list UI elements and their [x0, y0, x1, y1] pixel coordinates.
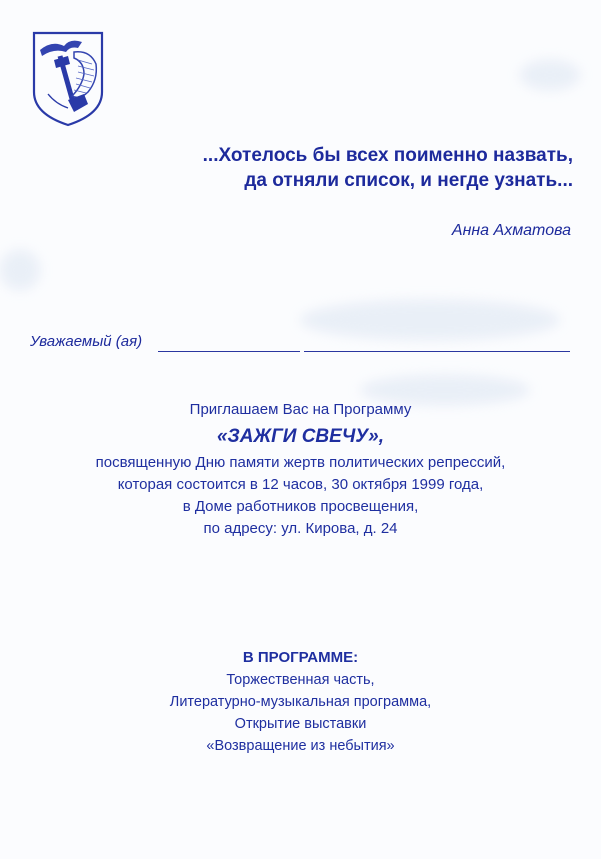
paper-smudge — [300, 300, 560, 340]
invitation-intro: Приглашаем Вас на Программу — [189, 401, 412, 418]
addressee-blank-line — [158, 351, 300, 352]
program-item: «Возвращение из небытия» — [206, 738, 395, 754]
epigraph-quote — [203, 143, 573, 193]
quote-line: ...Хотелось бы всех поименно назвать, — [202, 145, 573, 166]
program-heading: В ПРОГРАММЕ: — [242, 649, 359, 666]
program-block — [0, 647, 601, 757]
quote-line: да отняли список, и негде узнать... — [244, 170, 573, 191]
invitation-line: по адресу: ул. Кирова, д. 24 — [203, 520, 398, 537]
invitation-line: в Доме работников просвещения, — [182, 498, 419, 515]
paper-smudge — [520, 60, 580, 90]
invitation-line: которая состоится в 12 часов, 30 октября 1999 года, — [117, 476, 484, 493]
quote-author: Анна Ахматова — [451, 222, 571, 239]
invitation-line: посвященную Дню памяти жертв политических репрессий, — [95, 454, 506, 471]
program-item: Торжественная часть, — [226, 672, 375, 688]
program-title: «ЗАЖГИ СВЕЧУ», — [216, 426, 384, 447]
program-item: Открытие выставки — [234, 716, 367, 732]
program-item: Литературно-музыкальная программа, — [169, 694, 432, 710]
paper-smudge — [0, 250, 40, 290]
addressee-blank-line — [304, 351, 570, 352]
addressee-label: Уважаемый (ая) — [30, 333, 143, 350]
invitation-block — [0, 399, 601, 540]
coat-of-arms-icon — [30, 30, 106, 128]
